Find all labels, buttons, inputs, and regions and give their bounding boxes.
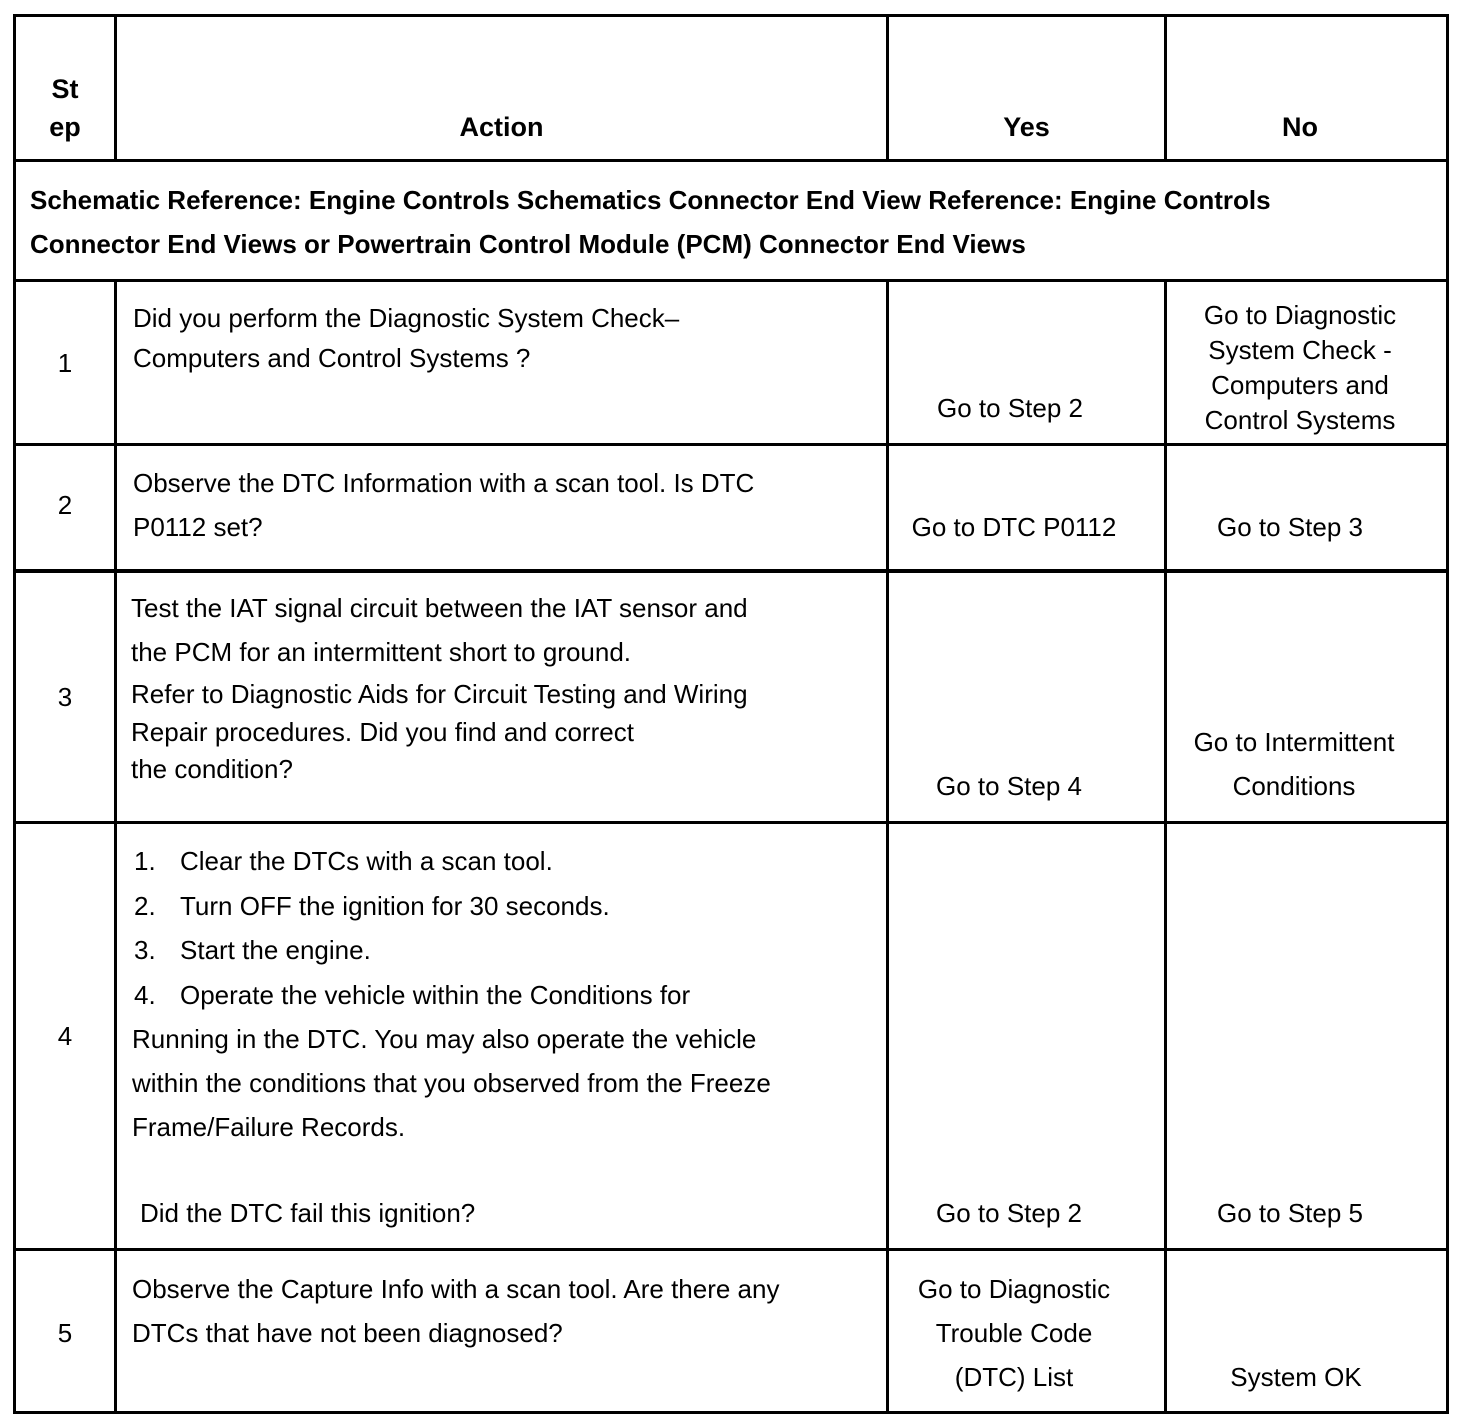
no-link: Go to Diagnostic System Check - Computers and Control Systems: [1203, 300, 1397, 435]
header-step: St ep: [49, 74, 81, 142]
row-1-divider: [13, 443, 1449, 446]
no-link: Go to Step 3: [1217, 512, 1363, 542]
action-text: Running in the DTC. You may also operate the vehicle within the conditions that you observed from the Freeze Frame/Failure Records.: [132, 1024, 771, 1142]
row-4-divider: [13, 1248, 1449, 1251]
list-item: 1. Clear the DTCs with a scan tool.: [134, 846, 553, 876]
action-text: Observe the DTC Information with a scan tool. Is DTC P0112 set?: [133, 468, 755, 542]
step-number: 5: [57, 1318, 73, 1348]
step-number: 1: [57, 348, 73, 378]
no-link: Go to Intermittent Conditions: [1193, 727, 1395, 801]
header-no: No: [1282, 112, 1318, 142]
no-link: Go to Step 5: [1217, 1198, 1363, 1228]
list-item: 3. Start the engine.: [134, 935, 371, 965]
header-divider: [13, 159, 1449, 162]
action-text: Test the IAT signal circuit between the IAT sensor and the PCM for an intermittent short to ground. Refer to Diagnostic Aids for Circuit Testing and Wiring Repair procedures. Did you find and correct the condition?: [131, 593, 748, 784]
action-list: [134, 839, 690, 1017]
yes-link: Go to Diagnostic Trouble Code (DTC) List: [917, 1274, 1111, 1392]
no-link: System OK: [1230, 1362, 1362, 1392]
col-divider-yes: [1164, 279, 1167, 1414]
header-action: Action: [459, 112, 544, 142]
header-yes: Yes: [1003, 112, 1050, 142]
step-number: 4: [57, 1021, 73, 1051]
reference-text: Schematic Reference: Engine Controls Schematics Connector End View Reference: Engine Controls Connector End Views or Powertrain Control Module (PCM) Connector End Views: [30, 185, 1271, 259]
step-number: 2: [57, 490, 73, 520]
row-2-divider: [13, 569, 1449, 573]
col-divider-step: [114, 279, 117, 1414]
action-question: Did the DTC fail this ignition?: [140, 1198, 476, 1228]
step-number: 3: [57, 682, 73, 712]
yes-link: Go to Step 2: [937, 393, 1083, 423]
yes-link: Go to Step 4: [936, 771, 1082, 801]
col-divider-action: [886, 279, 889, 1414]
row-3-divider: [13, 821, 1449, 824]
yes-link: Go to DTC P0112: [911, 512, 1117, 542]
list-item: 4. Operate the vehicle within the Conditions for: [134, 979, 691, 1010]
yes-link: Go to Step 2: [936, 1198, 1082, 1228]
reference-divider: [13, 279, 1449, 282]
list-item: 2. Turn OFF the ignition for 30 seconds.: [134, 890, 610, 921]
action-text: Observe the Capture Info with a scan tool. Are there any DTCs that have not been diagnosed?: [132, 1274, 780, 1348]
action-text: Did you perform the Diagnostic System Check– Computers and Control Systems ?: [133, 303, 680, 373]
